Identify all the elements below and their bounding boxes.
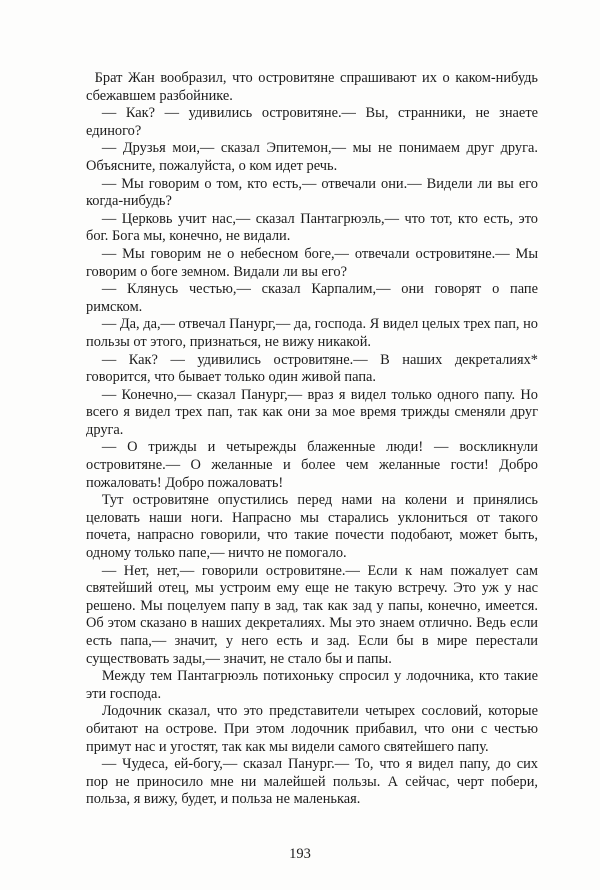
paragraph-16: — Чудеса, ей-богу,— сказал Панург.— То, что я видел папу, до сих пор не приносило мне ни малейшей пользы. А сейчас, черт побери, польза, я вижу, будет, и польза не маленькая. [86,756,538,808]
paragraph-3: — Друзья мои,— сказал Эпитемон,— мы не понимаем друг друга. Объясните, пожалуйста, о ком идет речь. [86,140,538,174]
paragraph-9: — Как? — удивились островитяне.— В наших декреталиях* говорится, что бывает только один живой папа. [86,351,538,386]
body-text [86,70,538,809]
page-number: 193 [289,846,311,862]
paragraph-1: Брат Жан вообразил, что островитяне спрашивают их о каком-нибудь сбежавшем разбойнике. [86,70,538,104]
paragraph-5: — Церковь учит нас,— сказал Пантагрюэль,— что тот, кто есть, это бог. Бога мы, конечно, не видали. [86,210,538,245]
paragraph-11: — О трижды и четырежды блаженные люди! — воскликнули островитяне.— О желанные и более чем желанные гости! Добро пожаловать! Добро пожаловать! [86,439,538,491]
paragraph-2: — Как? — удивились островитяне.— Вы, странники, не знаете единого? [86,105,538,139]
paragraph-12: Тут островитяне опустились перед нами на колени и принялись целовать наши ноги. Напрасно мы старались уклониться от такого почета, напрасно говорили, что такие почести подобают, может быть, одному только папе,— ничто не помогало. [86,492,538,562]
paragraph-14: Между тем Пантагрюэль потихоньку спросил у лодочника, кто такие эти господа. [86,668,538,702]
paragraph-4: — Мы говорим о том, кто есть,— отвечали они.— Видели ли вы его когда-нибудь? [86,175,538,210]
paragraph-7: — Клянусь честью,— сказал Карпалим,— они говорят о папе римском. [86,281,538,315]
paragraph-15: Лодочник сказал, что это представители четырех сословий, которые обитают на острове. При этом лодочник прибавил, что они с честью примут нас и угостят, так как мы видели самого святейшего папу. [86,703,538,755]
paragraph-13: — Нет, нет,— говорили островитяне.— Если к нам пожалует сам святейший отец, мы устроим ему еще не такую встречу. Это уж у нас решено. Мы поцелуем папу в зад, так как зад у папы, конечно, имеется. Об этом сказано в наших декреталиях. Мы это знаем отлично. Ведь если есть папа,— значит, у него есть и зад. Если бы в мире перестали существовать зады,— значит, не стало бы и папы. [86,562,538,667]
paragraph-6: — Мы говорим не о небесном боге,— отвечали островитяне.— Мы говорим о боге земном. Видали ли вы его? [86,245,538,280]
paragraph-10: — Конечно,— сказал Панург,— враз я видел только одного папу. Но всего я видел трех пап, так как они за мое время трижды сменяли друг друга. [86,386,538,438]
paragraph-8: — Да, да,— отвечал Панург,— да, господа. Я видел целых трех пап, но пользы от этого, признаться, не вижу никакой. [86,316,538,350]
